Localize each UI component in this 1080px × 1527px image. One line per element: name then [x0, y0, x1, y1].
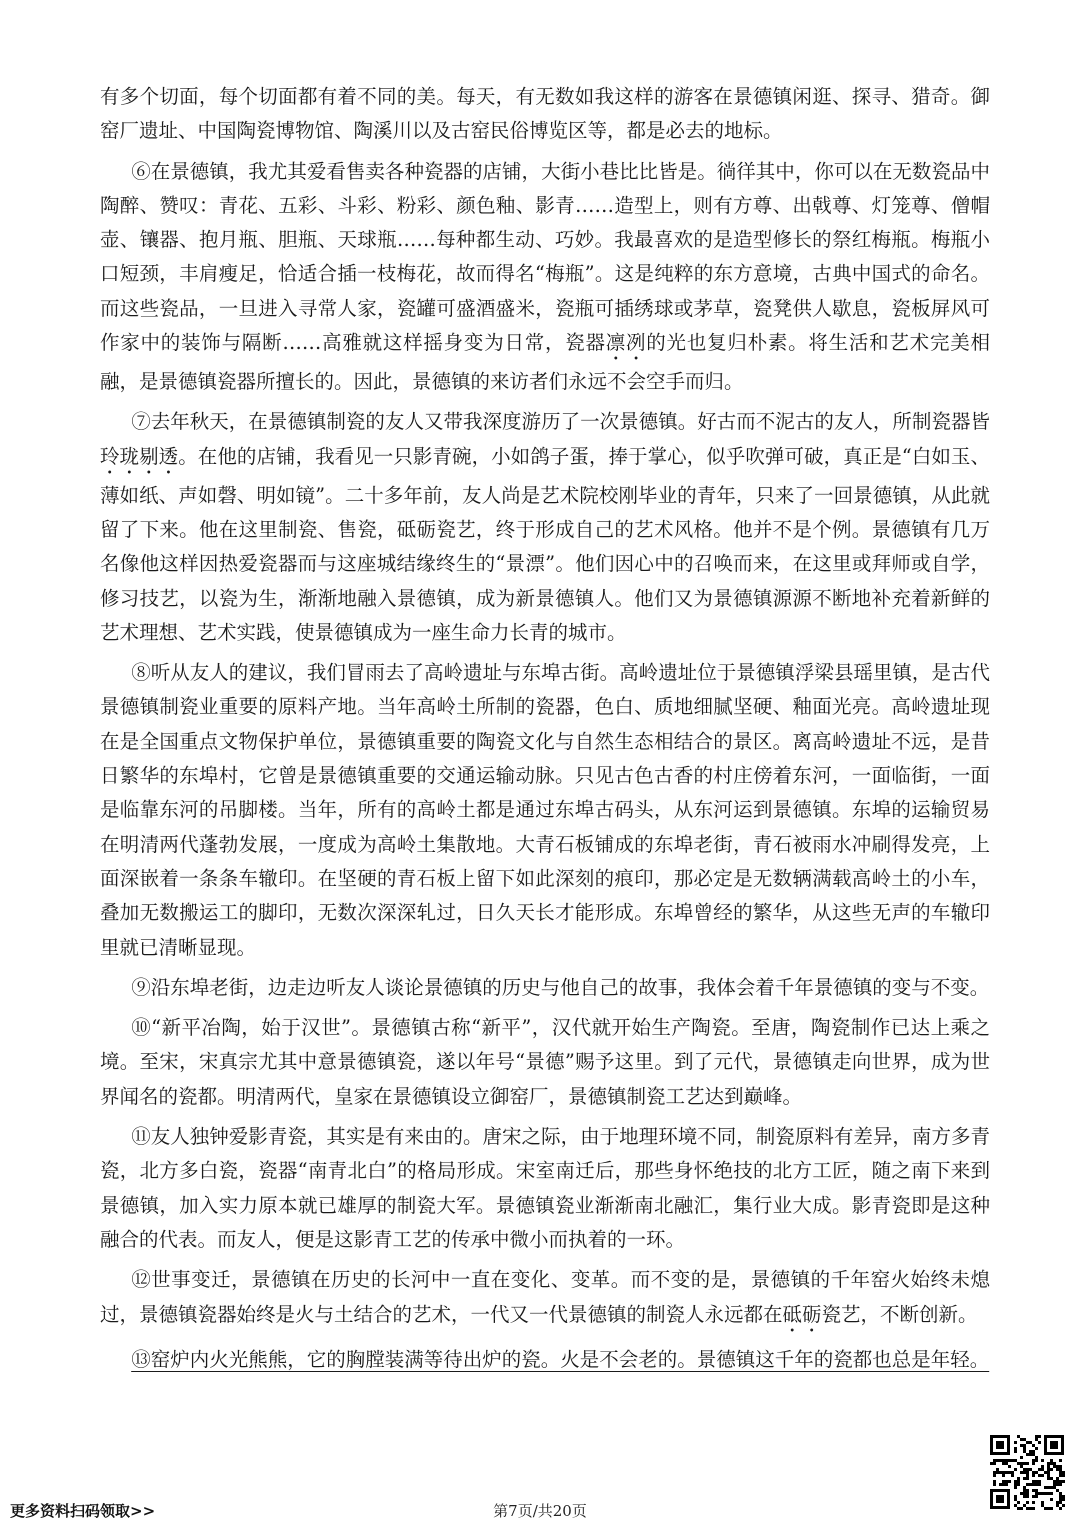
paragraph-text: ⑩“新平冶陶，始于汉世”。景德镇古称“新平”，汉代就开始生产陶瓷。至唐，陶瓷制作已达上乘之境。至宋，宋真宗尤其中意景德镇瓷，遂以年号“景德”赐予这里。到了元代，景德镇走向世界，成为世界闻名的瓷都。明清两代，皇家在景德镇设立御窑厂，景德镇制瓷工艺达到巅峰。: [100, 1016, 990, 1108]
emphasized-term: 砥砺: [782, 1302, 822, 1326]
emphasized-term: 玲珑剔透: [100, 444, 179, 468]
paragraph: [100, 1263, 990, 1336]
paragraph: [100, 656, 990, 965]
page-number: 第7页/共20页: [493, 1502, 587, 1520]
paragraph: [100, 80, 990, 149]
paragraph: [100, 971, 990, 1005]
paragraph-text: ⑪友人独钟爱影青瓷，其实是有来由的。唐宋之际，由于地理环境不同，制瓷原料有差异，南方多青瓷，北方多白瓷，瓷器“南青北白”的格局形成。宋室南迁后，那些身怀绝技的北方工匠，随之南下来到景德镇，加入实力原本就已雄厚的制瓷大军。景德镇瓷业渐渐南北融汇，集行业大成。影青瓷即是这种融合的代表。而友人，便是这影青工艺的传承中微小而执着的一环。: [100, 1125, 990, 1251]
paragraph-text: 有多个切面，每个切面都有着不同的美。每天，有无数如我这样的游客在景德镇闲逛、探寻、猎奇。御窑厂遗址、中国陶瓷博物馆、陶溪川以及古窑民俗博览区等，都是必去的地标。: [100, 85, 990, 143]
qr-code-graphic: [988, 1433, 1066, 1511]
paragraph-text: ⑬窑炉内火光熊熊，它的胸膛装满等待出炉的瓷。火是不会老的。景德镇这千年的瓷都也总是年轻。: [131, 1347, 990, 1371]
paragraph-text: ⑦去年秋天，在景德镇制瓷的友人又带我深度游历了一次景德镇。好古而不泥古的友人，所制瓷器皆: [131, 410, 990, 434]
paragraph-text: ⑥在景德镇，我尤其爱看售卖各种瓷器的店铺，大街小巷比比皆是。徜徉其中，你可以在无数瓷品中陶醉、赞叹：青花、五彩、斗彩、粉彩、颜色釉、影青……造型上，则有方尊、出戟尊、灯笼尊、僧帽壶、镶器、抱月瓶、胆瓶、天球瓶……每种都生动、巧妙。我最喜欢的是造型修长的祭红梅瓶。梅瓶小口短颈，丰肩瘦足，恰适合插一枝梅花，故而得名“梅瓶”。这是纯粹的东方意境，古典中国式的命名。而这些瓷品，一旦进入寻常人家，瓷罐可盛酒盛米，瓷瓶可插绣球或茅草，瓷凳供人歇息，瓷板屏风可作家中的装饰与隔断……高雅就这样摇身变为日常，瓷器: [100, 159, 990, 355]
paragraph: [100, 1343, 990, 1377]
article-body: [100, 80, 990, 1383]
footer-promo-text: 更多资料扫码领取>>: [10, 1502, 156, 1520]
paragraph-text: ⑫世事变迁，景德镇在历史的长河中一直在变化、变革。而不变的是，景德镇的千年窑火始终未熄过，景德镇瓷器始终是火与土结合的艺术，一代又一代景德镇的制瓷人永远都在: [100, 1268, 990, 1326]
paragraph: [100, 1011, 990, 1114]
qr-code-icon: [988, 1433, 1066, 1511]
emphasized-term: 凛冽: [605, 331, 647, 355]
paragraph: [100, 1120, 990, 1257]
paragraph: [100, 405, 990, 650]
paragraph-text: 。在他的店铺，我看见一只影青碗，小如鸽子蛋，捧于掌心，似乎吹弹可破，真正是“白如玉、薄如纸、声如磬、明如镜”。二十多年前，友人尚是艺术院校刚毕业的青年，只来了一回景德镇，从此就留了下来。他在这里制瓷、售瓷，砥砺瓷艺，终于形成自己的艺术风格。他并不是个例。景德镇有几万名像他这样因热爱瓷器而与这座城结缘终生的“景漂”。他们因心中的召唤而来，在这里或拜师或自学，修习技艺，以瓷为生，渐渐地融入景德镇，成为新景德镇人。他们又为景德镇源源不断地补充着新鲜的艺术理想、艺术实践，使景德镇成为一座生命力长青的城市。: [100, 444, 990, 644]
paragraph: [100, 155, 990, 400]
paragraph-text: ⑧听从友人的建议，我们冒雨去了高岭遗址与东埠古街。高岭遗址位于景德镇浮梁县瑶里镇，是古代景德镇制瓷业重要的原料产地。当年高岭土所制的瓷器，色白、质地细腻坚硬、釉面光亮。高岭遗址现在是全国重点文物保护单位，景德镇重要的陶瓷文化与自然生态相结合的景区。离高岭遗址不远，是昔日繁华的东埠村，它曾是景德镇重要的交通运输动脉。只见古色古香的村庄傍着东河，一面临街，一面是临靠东河的吊脚楼。当年，所有的高岭土都是通过东埠古码头，从东河运到景德镇。东埠的运输贸易在明清两代蓬勃发展，一度成为高岭土集散地。大青石板铺成的东埠老街，青石被雨水冲刷得发亮，上面深嵌着一条条车辙印。在坚硬的青石板上留下如此深刻的痕印，那必定是无数辆满载高岭土的小车，叠加无数搬运工的脚印，无数次深深轧过，日久天长才能形成。东埠曾经的繁华，从这些无声的车辙印里就已清晰显现。: [100, 661, 990, 959]
paragraph-text: 的光也复归朴素。将生活和艺术完美相融，是景德镇瓷器所擅长的。因此，景德镇的来访者们永远不会空手而归。: [100, 331, 990, 394]
paragraph-text: ⑨沿东埠老街，边走边听友人谈论景德镇的历史与他自己的故事，我体会着千年景德镇的变与不变。: [131, 975, 990, 999]
paragraph-text: 瓷艺，不断创新。: [821, 1302, 978, 1326]
